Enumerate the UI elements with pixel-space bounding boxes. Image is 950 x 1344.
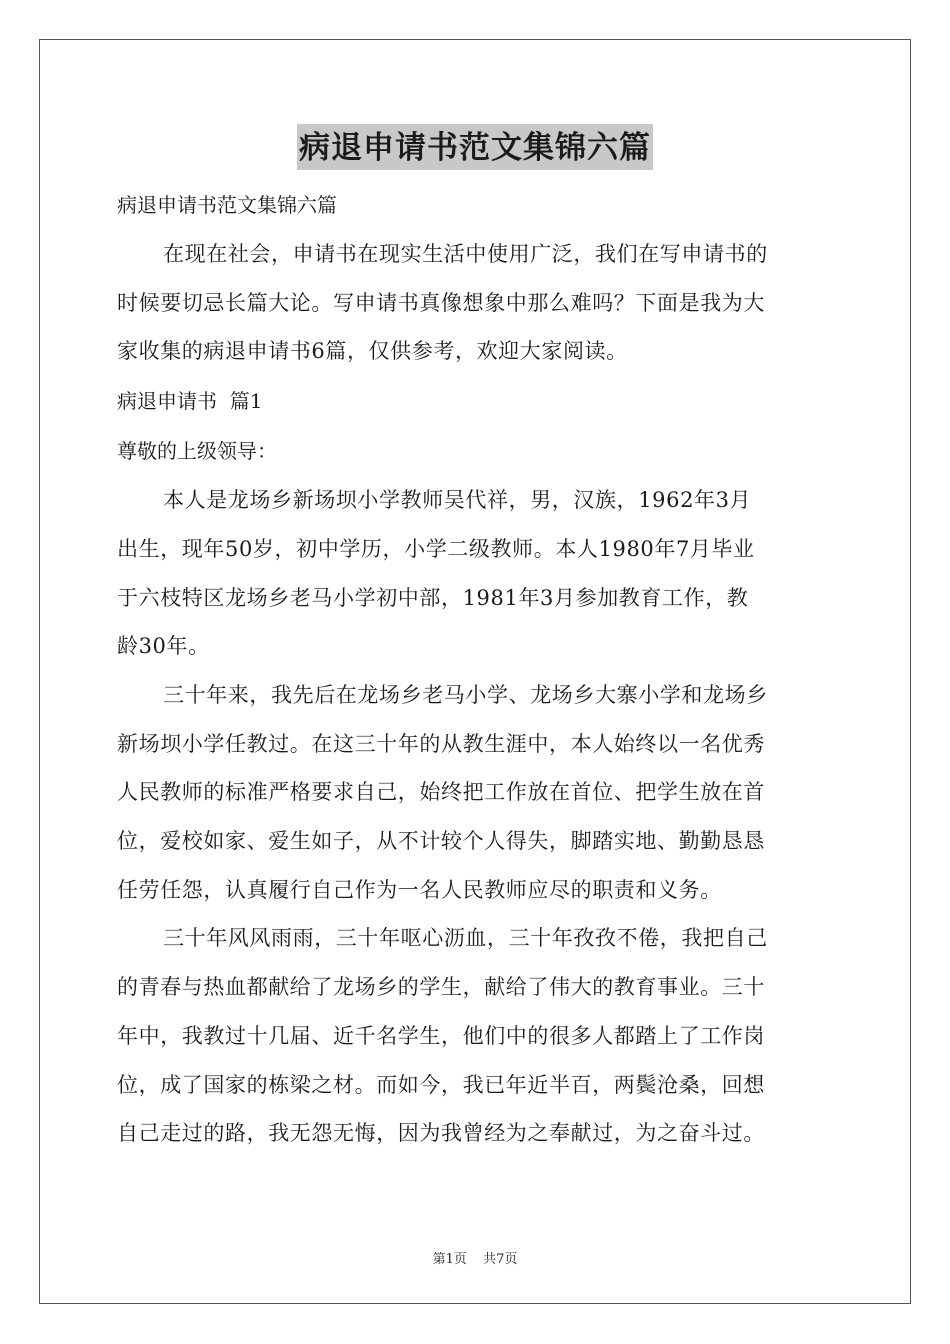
paragraph2-line: 位，爱校如家、爱生如子，从不计较个人得失，脚踏实地、勤勤恳恳 [117,829,765,854]
section-heading: 病退申请书 篇1 [117,389,263,414]
paragraph3-line: 位，成了国家的栋梁之材。而如今，我已年近半百，两鬓沧桑，回想 [117,1072,765,1097]
paragraph3-line: 三十年风风雨雨，三十年呕心沥血，三十年孜孜不倦，我把自己 [163,926,768,951]
paragraph3-line: 自己走过的路，我无怨无悔，因为我曾经为之奉献过，为之奋斗过。 [117,1121,765,1146]
paragraph2-line: 三十年来，我先后在龙场乡老马小学、龙场乡大寨小学和龙场乡 [163,682,768,707]
page-number: 第1页 [432,1252,467,1267]
page-footer [0,1248,950,1267]
salutation: 尊敬的上级领导： [117,439,277,464]
document-title: 病退申请书范文集锦六篇 [297,124,653,170]
paragraph2-line: 新场坝小学任教过。在这三十年的从教生涯中，本人始终以一名优秀 [117,731,765,756]
paragraph2-line: 任劳任怨，认真履行自己作为一名人民教师应尽的职责和义务。 [117,877,722,902]
paragraph2-line: 人民教师的标准严格要求自己，始终把工作放在首位、把学生放在首 [117,780,765,805]
paragraph1-line: 本人是龙场乡新场坝小学教师吴代祥，男，汉族，1962年3月 [163,488,752,513]
intro-line: 在现在社会，申请书在现实生活中使用广泛，我们在写申请书的 [163,242,768,266]
document-body [117,180,835,1158]
intro-line: 家收集的病退申请书6篇，仅供参考，欢迎大家阅读。 [117,339,628,364]
paragraph3-line: 年中，我教过十几届、近千名学生，他们中的很多人都踏上了工作岗 [117,1023,765,1048]
paragraph1-line: 出生，现年50岁，初中学历，小学二级教师。本人1980年7月毕业 [117,536,755,561]
paragraph1-line: 龄30年。 [117,634,210,659]
intro-line: 时候要切忌长篇大论。写申请书真像想象中那么难吗？下面是我为大 [117,290,765,315]
document-subtitle: 病退申请书范文集锦六篇 [117,193,337,217]
paragraph1-line: 于六枝特区龙场乡老马小学初中部，1981年3月参加教育工作，教 [117,585,749,610]
paragraph3-line: 的青春与热血都献给了龙场乡的学生，献给了伟大的教育事业。三十 [117,975,765,1000]
page-total: 共7页 [483,1252,518,1267]
title-container [0,124,950,170]
